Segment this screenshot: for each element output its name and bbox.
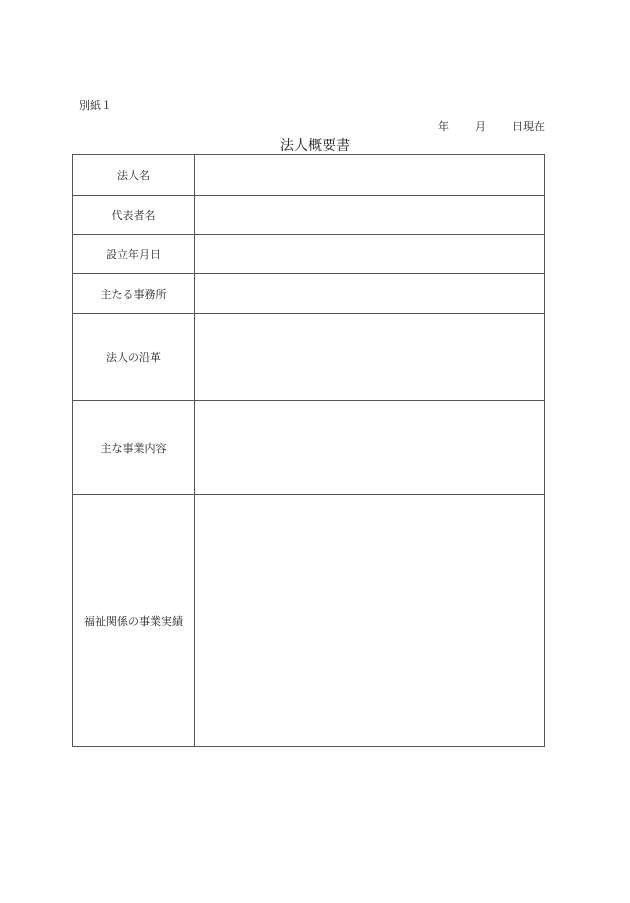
table-row bbox=[73, 274, 545, 314]
table-row bbox=[73, 401, 545, 495]
table-row bbox=[73, 196, 545, 235]
table-row bbox=[73, 314, 545, 401]
document-title: 法人概要書 bbox=[280, 138, 350, 154]
corporate-overview-table bbox=[72, 154, 545, 747]
date-month: 月 bbox=[475, 120, 486, 133]
table-row bbox=[73, 495, 545, 747]
date-year: 年 bbox=[438, 120, 449, 133]
row-value[interactable] bbox=[195, 495, 545, 747]
row-value[interactable] bbox=[195, 401, 545, 495]
table-row bbox=[73, 235, 545, 274]
row-value[interactable] bbox=[195, 155, 545, 196]
attachment-label: 別紙１ bbox=[79, 99, 112, 112]
row-label: 法人名 bbox=[73, 155, 195, 196]
row-label: 主な事業内容 bbox=[73, 401, 195, 495]
table-row bbox=[73, 155, 545, 196]
row-label: 法人の沿革 bbox=[73, 314, 195, 401]
row-value[interactable] bbox=[195, 314, 545, 401]
row-label: 代表者名 bbox=[73, 196, 195, 235]
row-label: 設立年月日 bbox=[73, 235, 195, 274]
row-label: 福祉関係の事業実績 bbox=[73, 495, 195, 747]
date-day: 日現在 bbox=[512, 120, 545, 133]
row-label: 主たる事務所 bbox=[73, 274, 195, 314]
row-value[interactable] bbox=[195, 235, 545, 274]
row-value[interactable] bbox=[195, 274, 545, 314]
date-line bbox=[438, 118, 545, 134]
row-value[interactable] bbox=[195, 196, 545, 235]
